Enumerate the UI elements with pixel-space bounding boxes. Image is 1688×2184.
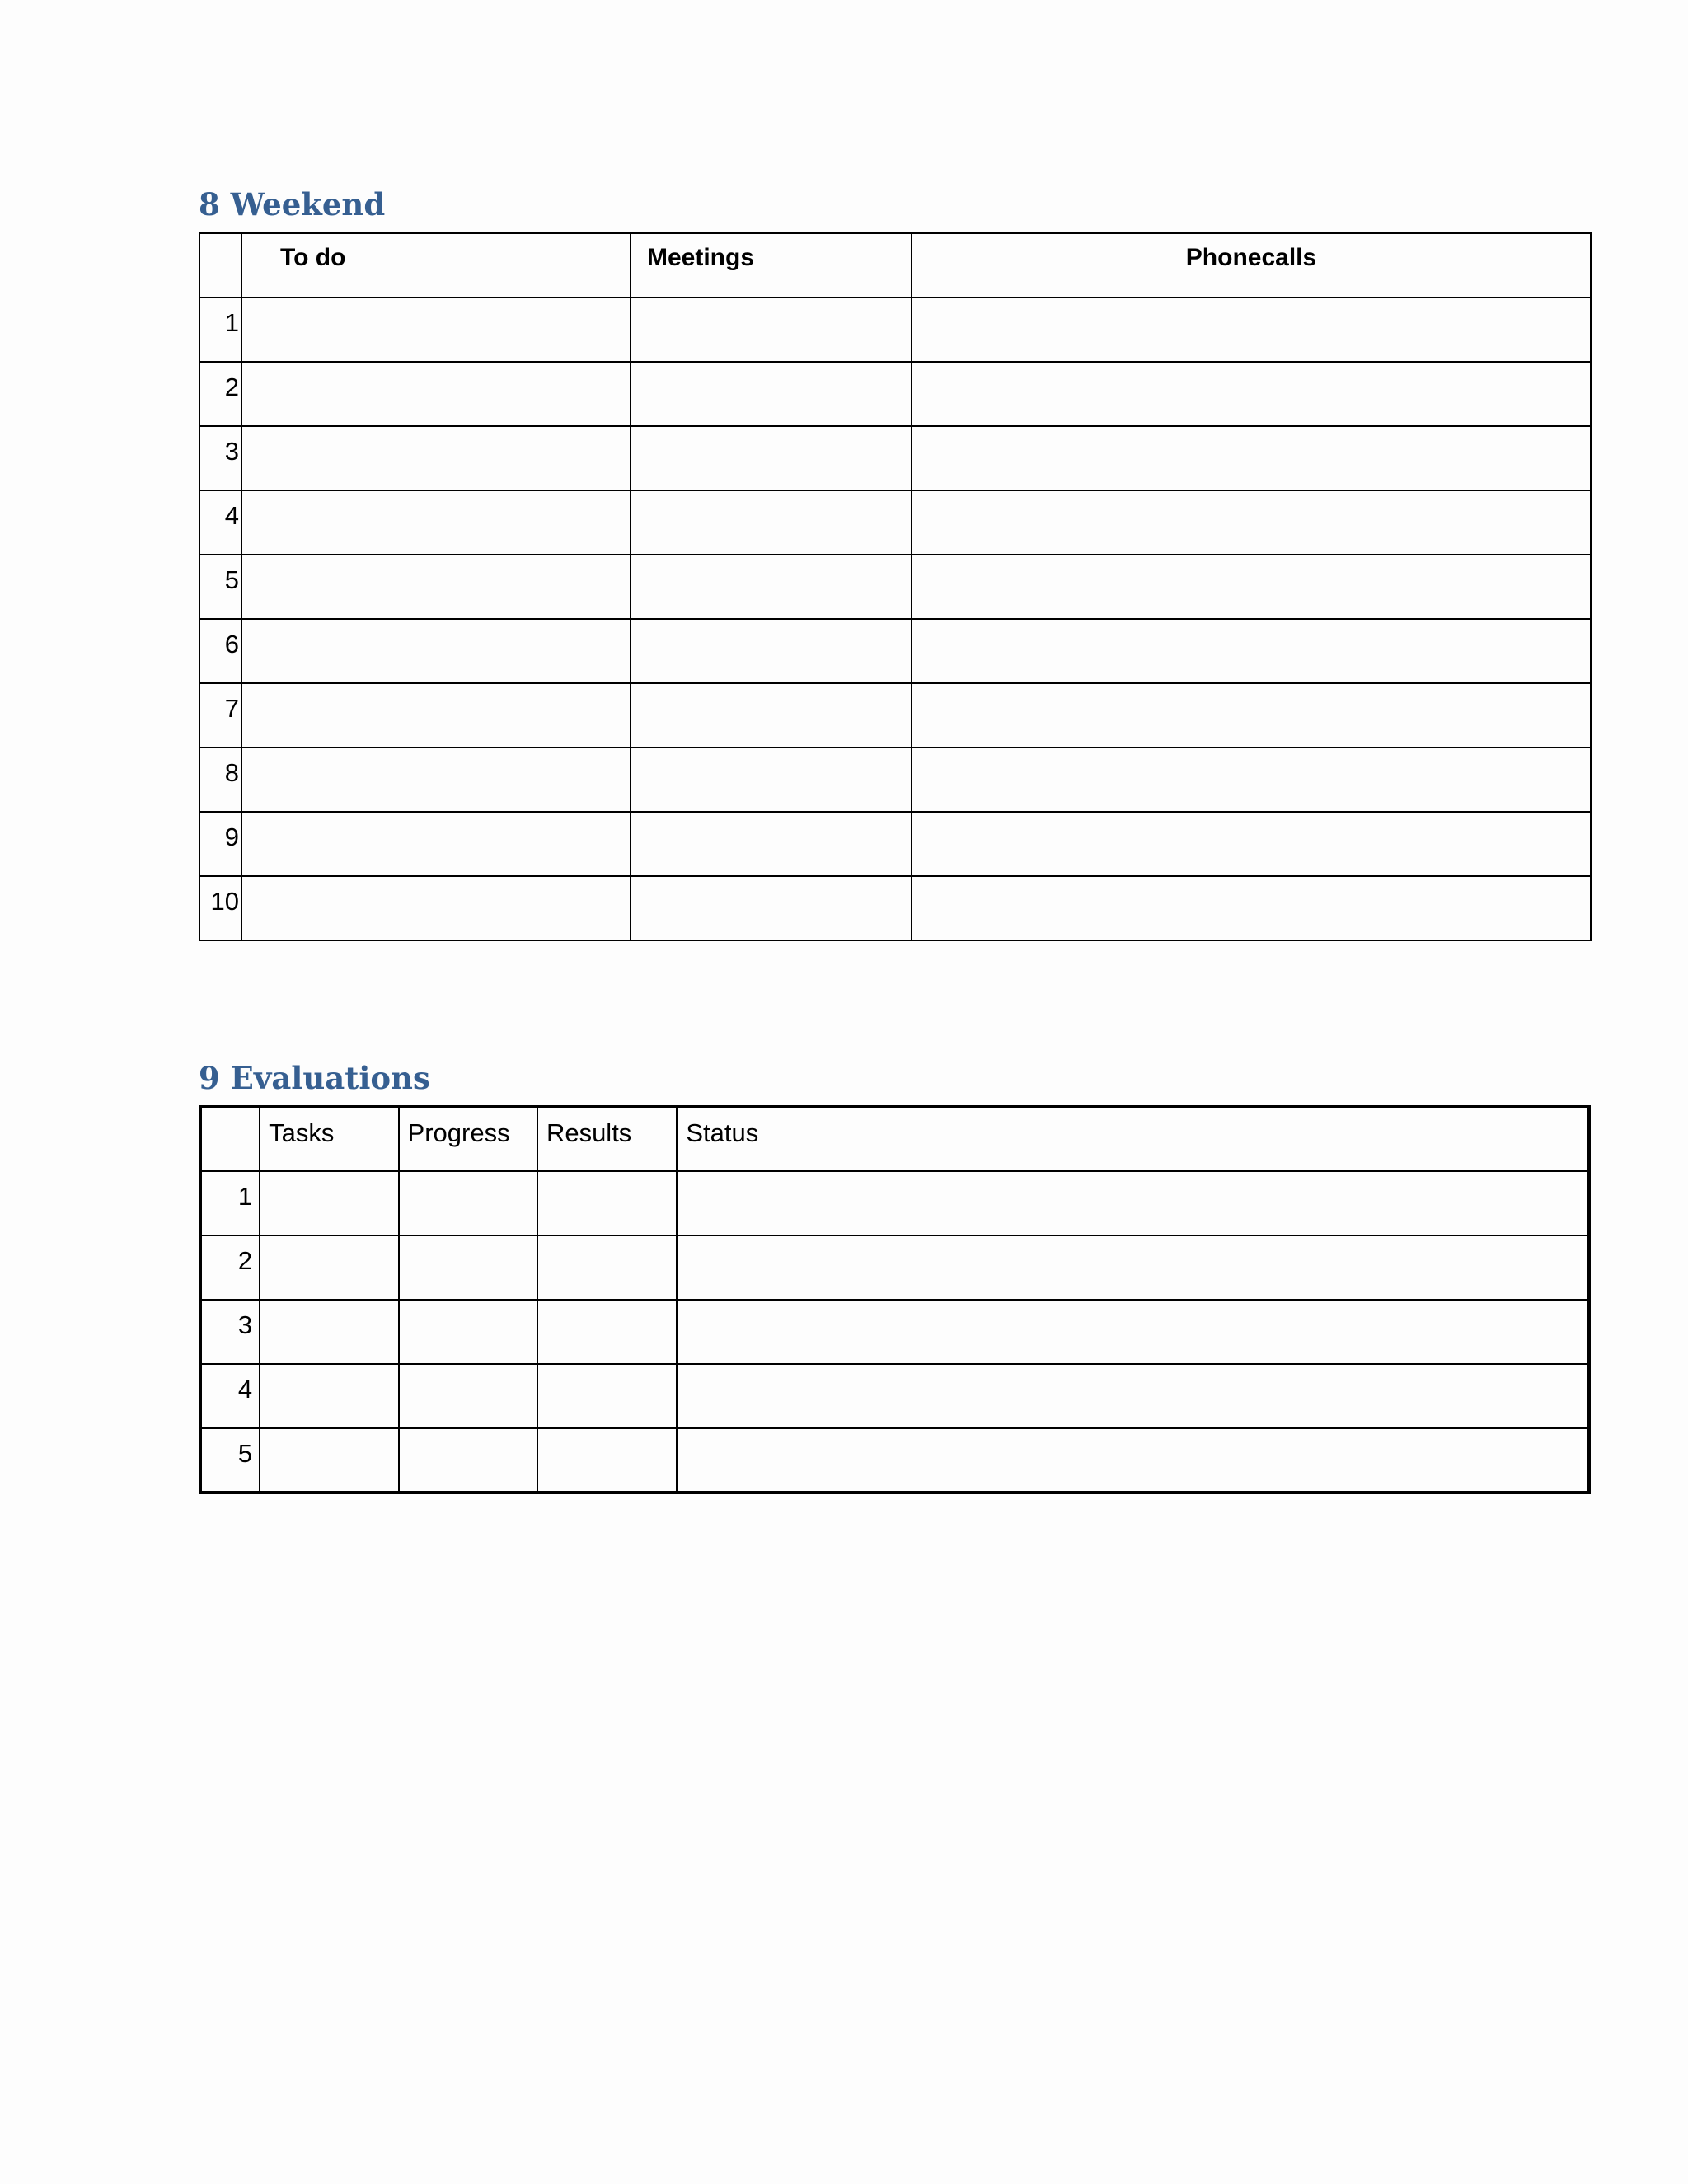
weekend-row-meetings-cell[interactable] [631,748,912,812]
weekend-row-phonecalls-cell[interactable] [912,812,1591,876]
weekend-table [199,232,1592,941]
evaluations-row-results-cell[interactable] [537,1235,677,1300]
evaluations-row [200,1235,1589,1300]
weekend-row-todo-cell[interactable] [241,490,631,555]
evaluations-row-num-cell: 5 [200,1428,260,1493]
weekend-row [199,490,1591,555]
weekend-row-todo-cell[interactable] [241,362,631,426]
evaluations-row-status-cell[interactable] [677,1428,1589,1493]
weekend-col-phonecalls: Phonecalls [912,233,1591,298]
weekend-row-num-cell: 1 [199,298,241,362]
weekend-row-meetings-cell[interactable] [631,619,912,683]
evaluations-row-tasks-cell[interactable] [260,1171,398,1235]
weekend-row-num-cell: 3 [199,426,241,490]
weekend-row-phonecalls-cell[interactable] [912,555,1591,619]
evaluations-row-num-cell: 1 [200,1171,260,1235]
weekend-row [199,362,1591,426]
evaluations-row-status-cell[interactable] [677,1171,1589,1235]
evaluations-row-results-cell[interactable] [537,1364,677,1428]
weekend-row [199,683,1591,748]
evaluations-row [200,1171,1589,1235]
weekend-row-phonecalls-cell[interactable] [912,748,1591,812]
evaluations-row-tasks-cell[interactable] [260,1364,398,1428]
weekend-row-todo-cell[interactable] [241,812,631,876]
weekend-row-phonecalls-cell[interactable] [912,876,1591,940]
evaluations-row-tasks-cell[interactable] [260,1235,398,1300]
weekend-row-todo-cell[interactable] [241,619,631,683]
evaluations-heading: 9 Evaluations [199,1060,430,1096]
weekend-row-meetings-cell[interactable] [631,683,912,748]
weekend-row-num-cell: 9 [199,812,241,876]
weekend-row [199,876,1591,940]
evaluations-row-results-cell[interactable] [537,1428,677,1493]
weekend-row-phonecalls-cell[interactable] [912,490,1591,555]
weekend-heading: 8 Weekend [199,186,386,223]
evaluations-col-num [200,1107,260,1171]
weekend-row-phonecalls-cell[interactable] [912,426,1591,490]
weekend-row-todo-cell[interactable] [241,555,631,619]
weekend-row-phonecalls-cell[interactable] [912,362,1591,426]
weekend-col-num [199,233,241,298]
weekend-row-todo-cell[interactable] [241,876,631,940]
evaluations-col-status: Status [677,1107,1589,1171]
evaluations-row-progress-cell[interactable] [399,1428,537,1493]
evaluations-col-progress: Progress [399,1107,537,1171]
weekend-row-phonecalls-cell[interactable] [912,619,1591,683]
weekend-row-num-cell: 5 [199,555,241,619]
evaluations-row-progress-cell[interactable] [399,1364,537,1428]
weekend-row-phonecalls-cell[interactable] [912,298,1591,362]
evaluations-row-status-cell[interactable] [677,1364,1589,1428]
evaluations-row-num-cell: 4 [200,1364,260,1428]
evaluations-table [199,1105,1591,1494]
evaluations-col-tasks: Tasks [260,1107,398,1171]
evaluations-row [200,1364,1589,1428]
weekend-row-todo-cell[interactable] [241,426,631,490]
weekend-row-meetings-cell[interactable] [631,812,912,876]
weekend-row-todo-cell[interactable] [241,683,631,748]
evaluations-row-status-cell[interactable] [677,1235,1589,1300]
weekend-row-phonecalls-cell[interactable] [912,683,1591,748]
weekend-row-num-cell: 4 [199,490,241,555]
evaluations-row-tasks-cell[interactable] [260,1300,398,1364]
evaluations-row-progress-cell[interactable] [399,1171,537,1235]
weekend-row-meetings-cell[interactable] [631,490,912,555]
evaluations-row-num-cell: 2 [200,1235,260,1300]
weekend-col-meetings: Meetings [631,233,912,298]
evaluations-row-progress-cell[interactable] [399,1300,537,1364]
weekend-row [199,298,1591,362]
weekend-row-num-cell: 7 [199,683,241,748]
evaluations-col-results: Results [537,1107,677,1171]
weekend-row [199,619,1591,683]
weekend-row-meetings-cell[interactable] [631,426,912,490]
weekend-row-meetings-cell[interactable] [631,362,912,426]
weekend-row [199,555,1591,619]
weekend-row-num-cell: 8 [199,748,241,812]
evaluations-row [200,1428,1589,1493]
weekend-row-todo-cell[interactable] [241,748,631,812]
weekend-row [199,426,1591,490]
weekend-header-row [199,233,1591,298]
weekend-row-meetings-cell[interactable] [631,876,912,940]
weekend-row-num-cell: 10 [199,876,241,940]
weekend-row [199,812,1591,876]
evaluations-row-status-cell[interactable] [677,1300,1589,1364]
evaluations-header-row [200,1107,1589,1171]
evaluations-row-results-cell[interactable] [537,1300,677,1364]
evaluations-row-tasks-cell[interactable] [260,1428,398,1493]
evaluations-row-progress-cell[interactable] [399,1235,537,1300]
evaluations-row [200,1300,1589,1364]
weekend-row-meetings-cell[interactable] [631,298,912,362]
weekend-row-meetings-cell[interactable] [631,555,912,619]
evaluations-row-results-cell[interactable] [537,1171,677,1235]
weekend-col-todo: To do [241,233,631,298]
weekend-row-num-cell: 2 [199,362,241,426]
weekend-row [199,748,1591,812]
weekend-row-todo-cell[interactable] [241,298,631,362]
evaluations-row-num-cell: 3 [200,1300,260,1364]
weekend-row-num-cell: 6 [199,619,241,683]
